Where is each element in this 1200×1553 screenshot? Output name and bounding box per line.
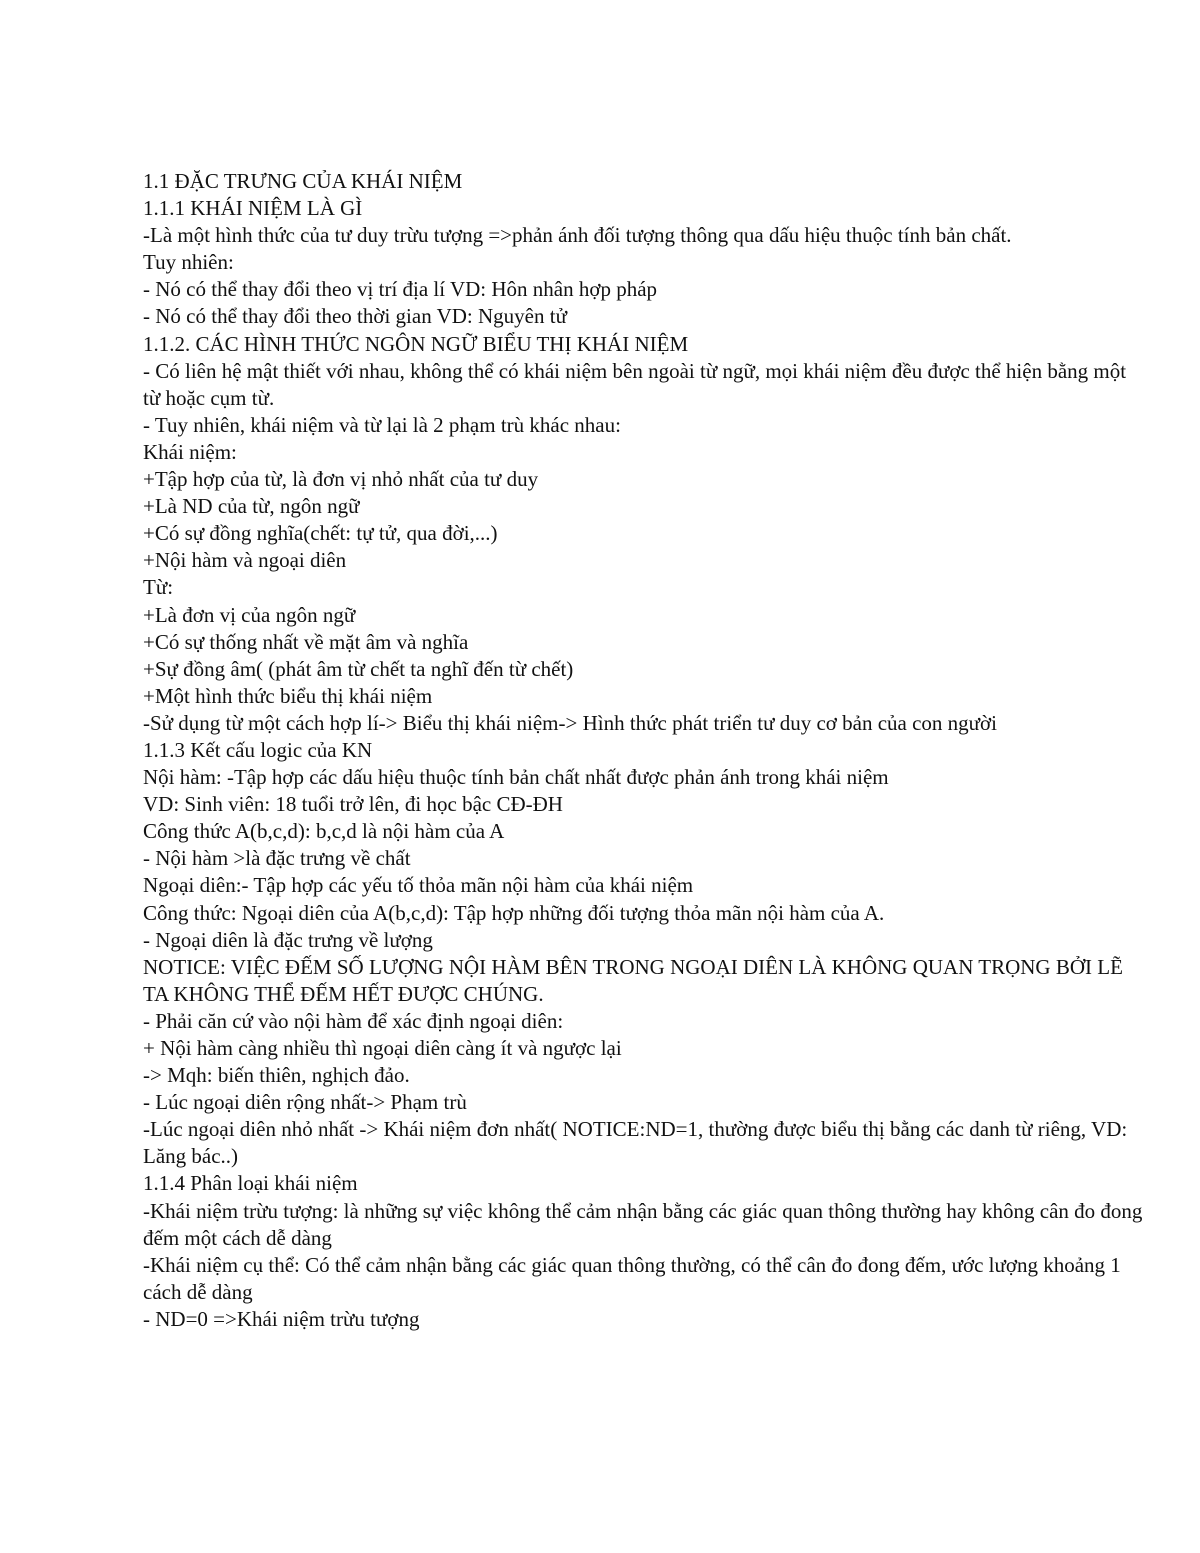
heading-1-1-4: 1.1.4 Phân loại khái niệm — [143, 1171, 358, 1196]
list-item: +Sự đồng âm( (phát âm từ chết ta nghĩ đến từ chết) — [143, 656, 574, 681]
paragraph-line: Khái niệm: — [143, 439, 237, 464]
paragraph-line: - ND=0 =>Khái niệm trừu tượng — [143, 1306, 420, 1331]
paragraph-line: VD: Sinh viên: 18 tuổi trở lên, đi học bậc CĐ-ĐH — [143, 792, 563, 817]
paragraph-line: Từ: — [143, 575, 174, 600]
notice-paragraph: NOTICE: VIỆC ĐẾM SỐ LƯỢNG NỘI HÀM BÊN TRONG NGOẠI DIÊN LÀ KHÔNG QUAN TRỌNG BỞI LẼ TA KHÔNG THỂ ĐẾM HẾT ĐƯỢC CHÚNG. — [143, 954, 1123, 1006]
paragraph-line: - Nó có thể thay đổi theo thời gian VD: Nguyên tử — [143, 304, 567, 329]
paragraph-line: Nội hàm: -Tập hợp các dấu hiệu thuộc tính bản chất nhất được phản ánh trong khái niệm — [143, 765, 889, 790]
paragraph-line: -Khái niệm trừu tượng: là những sự việc không thể cảm nhận bằng các giác quan thông thường hay không cân đo đong đếm một cách dễ dàng — [143, 1198, 1143, 1250]
list-item: +Có sự đồng nghĩa(chết: tự tử, qua đời,...) — [143, 521, 498, 546]
paragraph-line: -Khái niệm cụ thể: Có thể cảm nhận bằng các giác quan thông thường, có thể cân đo đong đếm, ước lượng khoảng 1 cách dễ dàng — [143, 1252, 1121, 1304]
heading-1-1: 1.1 ĐẶC TRƯNG CỦA KHÁI NIỆM — [143, 169, 463, 193]
paragraph-line: - Có liên hệ mật thiết với nhau, không thể có khái niệm bên ngoài từ ngữ, mọi khái niệm đều được thể hiện bằng một từ hoặc cụm từ. — [143, 358, 1127, 410]
list-item: +Một hình thức biểu thị khái niệm — [143, 683, 433, 708]
paragraph-line: Tuy nhiên: — [143, 250, 234, 275]
paragraph-line: -Sử dụng từ một cách hợp lí-> Biểu thị khái niệm-> Hình thức phát triển tư duy cơ bản của con người — [143, 710, 997, 735]
heading-1-1-3: 1.1.3 Kết cấu logic của KN — [143, 737, 373, 762]
list-item: +Là ND của từ, ngôn ngữ — [143, 494, 360, 519]
paragraph-line: Công thức: Ngoại diên của A(b,c,d): Tập hợp những đối tượng thỏa mãn nội hàm của A. — [143, 900, 885, 925]
list-item: +Nội hàm và ngoại diên — [143, 548, 347, 573]
document-body — [143, 168, 1143, 1333]
list-item: + Nội hàm càng nhiều thì ngoại diên càng ít và ngược lại — [143, 1036, 622, 1060]
paragraph-line: - Phải căn cứ vào nội hàm để xác định ngoại diên: — [143, 1008, 564, 1033]
heading-1-1-1: 1.1.1 KHÁI NIỆM LÀ GÌ — [143, 196, 363, 221]
paragraph-line: Công thức A(b,c,d): b,c,d là nội hàm của A — [143, 819, 505, 844]
paragraph-line: -> Mqh: biến thiên, nghịch đảo. — [143, 1063, 410, 1088]
list-item: +Có sự thống nhất về mặt âm và nghĩa — [143, 629, 469, 654]
paragraph-line: - Nó có thể thay đổi theo vị trí địa lí VD: Hôn nhân hợp pháp — [143, 277, 658, 302]
heading-1-1-2: 1.1.2. CÁC HÌNH THỨC NGÔN NGỮ BIỂU THỊ KHÁI NIỆM — [143, 331, 689, 356]
paragraph-line: -Lúc ngoại diên nhỏ nhất -> Khái niệm đơn nhất( NOTICE:ND=1, thường được biểu thị bằng các danh từ riêng, VD: Lăng bác..) — [143, 1117, 1128, 1169]
paragraph-line: -Là một hình thức của tư duy trừu tượng =>phản ánh đối tượng thông qua dấu hiệu thuộc tính bản chất. — [143, 223, 1012, 248]
paragraph-line: - Tuy nhiên, khái niệm và từ lại là 2 phạm trù khác nhau: — [143, 412, 621, 437]
paragraph-line: - Lúc ngoại diên rộng nhất-> Phạm trù — [143, 1090, 467, 1115]
paragraph-line: - Nội hàm >là đặc trưng về chất — [143, 846, 411, 871]
paragraph-line: - Ngoại diên là đặc trưng về lượng — [143, 927, 433, 952]
paragraph-line: Ngoại diên:- Tập hợp các yếu tố thỏa mãn nội hàm của khái niệm — [143, 873, 694, 898]
list-item: +Tập hợp của từ, là đơn vị nhỏ nhất của tư duy — [143, 467, 539, 492]
list-item: +Là đơn vị của ngôn ngữ — [143, 602, 356, 627]
